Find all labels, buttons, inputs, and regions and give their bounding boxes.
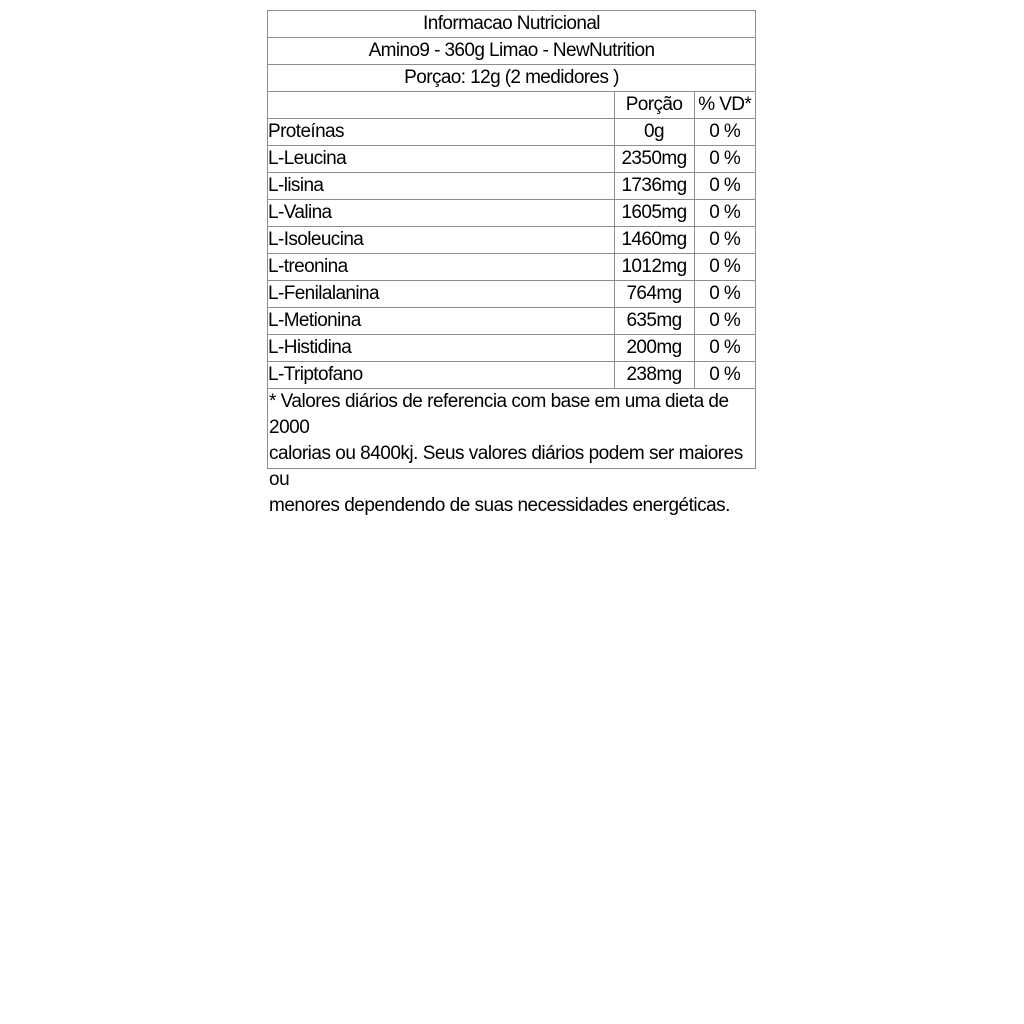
nutrient-vd: 0 % bbox=[694, 362, 755, 389]
table-row bbox=[268, 254, 755, 281]
nutrient-name: L-Isoleucina bbox=[268, 227, 614, 254]
header-portion: Porção bbox=[614, 92, 694, 119]
nutrient-vd: 0 % bbox=[694, 200, 755, 227]
table-row bbox=[268, 308, 755, 335]
table-header-row bbox=[268, 92, 755, 119]
nutrient-name: L-Fenilalanina bbox=[268, 281, 614, 308]
footnote-line: calorias ou 8400kj. Seus valores diários podem ser maiores ou bbox=[269, 443, 743, 490]
nutrient-name: L-treonina bbox=[268, 254, 614, 281]
nutrient-portion: 1736mg bbox=[614, 173, 694, 200]
table-row bbox=[268, 173, 755, 200]
nutrition-table bbox=[268, 92, 755, 389]
nutrient-name: L-Histidina bbox=[268, 335, 614, 362]
serving-size: Porçao: 12g (2 medidores ) bbox=[268, 65, 755, 92]
nutrient-portion: 1605mg bbox=[614, 200, 694, 227]
nutrient-name: Proteínas bbox=[268, 119, 614, 146]
nutrient-vd: 0 % bbox=[694, 146, 755, 173]
product-name: Amino9 - 360g Limao - NewNutrition bbox=[268, 38, 755, 65]
nutrient-vd: 0 % bbox=[694, 281, 755, 308]
nutrient-portion: 1460mg bbox=[614, 227, 694, 254]
nutrient-vd: 0 % bbox=[694, 227, 755, 254]
nutrient-name: L-Metionina bbox=[268, 308, 614, 335]
table-row bbox=[268, 227, 755, 254]
nutrient-name: L-lisina bbox=[268, 173, 614, 200]
nutrient-portion: 200mg bbox=[614, 335, 694, 362]
nutrient-portion: 1012mg bbox=[614, 254, 694, 281]
table-row bbox=[268, 281, 755, 308]
nutrient-name: L-Valina bbox=[268, 200, 614, 227]
footnote-line: menores dependendo de suas necessidades energéticas. bbox=[269, 495, 730, 516]
nutrient-vd: 0 % bbox=[694, 173, 755, 200]
table-row bbox=[268, 119, 755, 146]
header-vd: % VD* bbox=[694, 92, 755, 119]
label-title: Informacao Nutricional bbox=[268, 11, 755, 38]
table-row bbox=[268, 146, 755, 173]
nutrient-vd: 0 % bbox=[694, 254, 755, 281]
table-row bbox=[268, 200, 755, 227]
nutrient-name: L-Triptofano bbox=[268, 362, 614, 389]
table-row bbox=[268, 362, 755, 389]
header-blank-cell bbox=[268, 92, 614, 119]
table-row bbox=[268, 335, 755, 362]
nutrient-vd: 0 % bbox=[694, 335, 755, 362]
nutrient-portion: 635mg bbox=[614, 308, 694, 335]
nutrient-name: L-Leucina bbox=[268, 146, 614, 173]
nutrition-label bbox=[267, 10, 756, 516]
nutrient-portion: 764mg bbox=[614, 281, 694, 308]
nutrient-portion: 2350mg bbox=[614, 146, 694, 173]
footnote bbox=[268, 389, 755, 516]
nutrient-portion: 238mg bbox=[614, 362, 694, 389]
nutrient-portion: 0g bbox=[614, 119, 694, 146]
nutrient-vd: 0 % bbox=[694, 308, 755, 335]
nutrient-vd: 0 % bbox=[694, 119, 755, 146]
footnote-line: * Valores diários de referencia com base em uma dieta de 2000 bbox=[269, 391, 729, 438]
